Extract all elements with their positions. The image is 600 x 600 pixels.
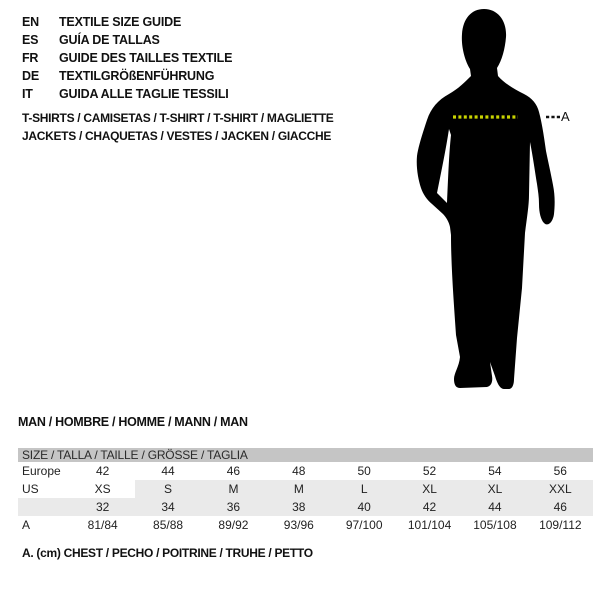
man-silhouette-figure: [405, 5, 575, 395]
language-row-es: [22, 31, 232, 49]
row-label: Europe: [22, 464, 61, 478]
size-cell: XL: [397, 480, 462, 498]
size-cell: 42: [96, 464, 110, 478]
size-cell: 34: [135, 498, 200, 516]
measurement-footnote: A. (cm) CHEST / PECHO / POITRINE / TRUHE / PETTO: [22, 546, 313, 560]
size-cell: 44: [462, 498, 527, 516]
size-cell: 32: [70, 498, 135, 516]
size-cell: 52: [422, 464, 437, 478]
language-row-de: [22, 67, 232, 85]
size-cell: M: [201, 480, 266, 498]
language-label: TEXTILE SIZE GUIDE: [59, 15, 182, 29]
size-cell: 97/100: [345, 518, 383, 532]
table-row-chest-cm: [18, 516, 593, 534]
size-cell: 38: [266, 498, 331, 516]
man-silhouette-svg: [405, 5, 575, 395]
size-cell: 36: [201, 498, 266, 516]
language-code: FR: [22, 51, 39, 65]
language-label: TEXTILGRÖßENFÜHRUNG: [59, 69, 215, 83]
size-cell: 89/92: [218, 518, 249, 532]
size-cell: 56: [553, 464, 567, 478]
size-cell: 81/84: [87, 518, 118, 532]
table-row-us: [18, 480, 593, 498]
language-label: GUIDE DES TAILLES TEXTILE: [59, 51, 233, 65]
language-label: GUIDA ALLE TAGLIE TESSILI: [59, 87, 229, 101]
language-code: DE: [22, 69, 39, 83]
size-cell: 40: [332, 498, 397, 516]
size-cell: 105/108: [473, 518, 517, 532]
product-line-tshirts: T-SHIRTS / CAMISETAS / T-SHIRT / T-SHIRT / MAGLIETTE: [22, 111, 334, 125]
size-cell: 109/112: [539, 518, 582, 532]
size-cell: 85/88: [153, 518, 184, 532]
size-cell: 54: [488, 464, 502, 478]
size-table: [18, 448, 593, 534]
row-label: US: [22, 482, 39, 496]
row-label: A: [22, 518, 31, 532]
size-cell: 46: [226, 464, 241, 478]
language-code: EN: [22, 15, 39, 29]
size-cell: XS: [94, 482, 111, 496]
language-list: [22, 13, 232, 103]
language-row-it: [22, 85, 232, 103]
language-row-en: [22, 13, 232, 31]
size-cell: 50: [357, 464, 371, 478]
language-label: GUÍA DE TALLAS: [59, 33, 160, 47]
size-cell: L: [332, 480, 397, 498]
gender-title: MAN / HOMBRE / HOMME / MANN / MAN: [18, 415, 248, 429]
size-cell: 93/96: [283, 518, 314, 532]
size-cell: M: [266, 480, 331, 498]
size-cell: XL: [462, 480, 527, 498]
table-row-uk: [18, 498, 593, 516]
row-label: [18, 498, 70, 516]
size-cell: 48: [292, 464, 306, 478]
size-cell: 101/104: [407, 518, 452, 532]
size-table-header: SIZE / TALLA / TAILLE / GRÖSSE / TAGLIA: [18, 448, 593, 462]
size-cell: 44: [161, 464, 175, 478]
size-cell: 42: [397, 498, 462, 516]
language-row-fr: [22, 49, 232, 67]
size-cell: 46: [528, 498, 593, 516]
product-line-jackets: JACKETS / CHAQUETAS / VESTES / JACKEN / GIACCHE: [22, 129, 332, 143]
measure-label-a: A: [561, 109, 570, 124]
language-code: ES: [22, 33, 39, 47]
language-code: IT: [22, 87, 33, 101]
product-categories: [22, 109, 334, 145]
man-silhouette-shape: [417, 9, 555, 389]
table-row-europe: [18, 462, 593, 480]
size-cell: S: [135, 480, 200, 498]
size-table-header-row: [18, 448, 593, 462]
size-cell: XXL: [528, 480, 593, 498]
